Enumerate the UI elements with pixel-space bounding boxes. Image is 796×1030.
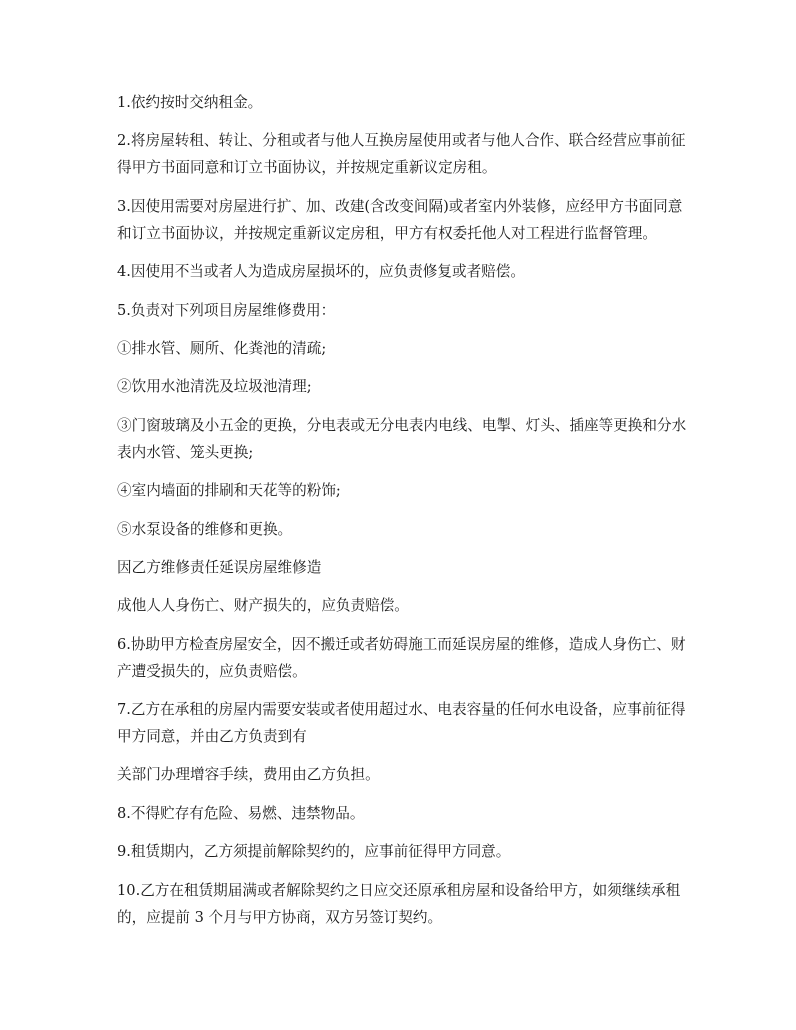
paragraph-6: 6.协助甲方检查房屋安全，因不搬迁或者妨碍施工而延误房屋的维修，造成人身伤亡、财产遭受损失的，应负责赔偿。 — [117, 635, 686, 680]
list-item-4: ④室内墙面的排刷和天花等的粉饰; — [117, 482, 341, 500]
list-item-1: ①排水管、厕所、化粪池的清疏; — [117, 339, 327, 357]
paragraph-4: 4.因使用不当或者人为造成房屋损坏的，应负责修复或者赔偿。 — [117, 263, 525, 281]
paragraph-continuation-a: 因乙方维修责任延误房屋维修造 — [117, 558, 322, 576]
paragraph-7-continuation: 关部门办理增容手续，费用由乙方负担。 — [117, 766, 380, 784]
list-item-5: ⑤水泵设备的维修和更换。 — [117, 520, 293, 538]
paragraph-9: 9.租赁期内，乙方须提前解除契约的，应事前征得甲方同意。 — [117, 843, 511, 861]
list-item-3: ③门窗玻璃及小五金的更换，分电表或无分电表内电线、电掣、灯头、插座等更换和分水表内水管、笼头更换; — [117, 416, 687, 461]
paragraph-2: 2.将房屋转租、转让、分租或者与他人互换房屋使用或者与他人合作、联合经营应事前征得甲方书面同意和订立书面协议，并按规定重新议定房租。 — [117, 132, 686, 177]
list-item-2: ②饮用水池清洗及垃圾池清理; — [117, 378, 312, 396]
paragraph-10: 10.乙方在租赁期届满或者解除契约之日应交还原承租房屋和设备给甲方，如须继续承租的，应提前 3 个月与甲方协商，双方另签订契约。 — [117, 881, 681, 926]
paragraph-1: 1.依约按时交纳租金。 — [117, 94, 263, 111]
document-body — [117, 89, 687, 942]
paragraph-5: 5.负责对下列项目房屋维修费用： — [117, 301, 336, 319]
paragraph-8: 8.不得贮存有危险、易燃、违禁物品。 — [117, 804, 365, 822]
paragraph-3: 3.因使用需要对房屋进行扩、加、改建(含改变间隔)或者室内外装修，应经甲方书面同意和订立书面协议，并按规定重新议定房租，甲方有权委托他人对工程进行监督管理。 — [117, 197, 683, 242]
paragraph-continuation-b: 成他人人身伤亡、财产损失的，应负责赔偿。 — [117, 597, 409, 615]
paragraph-7: 7.乙方在承租的房屋内需要安装或者使用超过水、电表容量的任何水电设备，应事前征得甲方同意，并由乙方负责到有 — [117, 701, 686, 746]
